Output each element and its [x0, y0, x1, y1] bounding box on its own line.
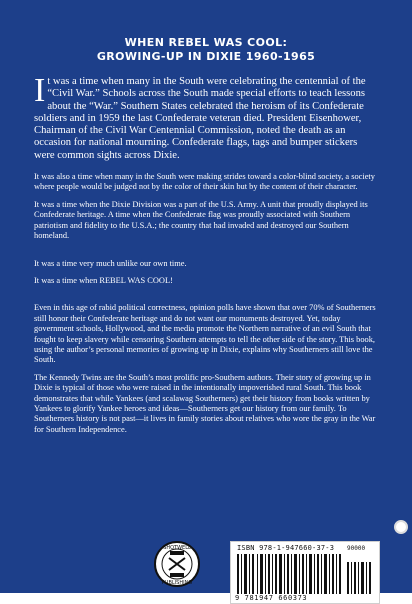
- paragraph-2: It was also a time when many in the South were making strides toward a color-blind society, a society where people would be judged not by the color of their skin but by the content of their character.: [34, 172, 375, 192]
- drop-cap: I: [34, 72, 46, 109]
- publisher-logo: [140, 539, 214, 589]
- page-edge-mark: [394, 520, 408, 534]
- isbn-barcode: [230, 541, 380, 604]
- cover-title: [34, 36, 378, 64]
- line-1: It was a time very much unlike our own time.: [34, 258, 187, 268]
- title-line-1: WHEN REBEL WAS COOL:: [124, 36, 288, 49]
- isbn-text: ISBN 978-1-947660-37-3: [237, 544, 335, 552]
- cover-text: [20, 20, 392, 593]
- paragraph-3: It was a time when the Dixie Division was a part of the U.S. Army. A unit that proudly displayed its Confederate heritage. A time when the Confederate flag was proudly associated with Southern patriotism and fidelity to the U.S.A.; the country that had invaded and destroyed our Southern homeland.: [34, 199, 368, 241]
- title-line-2: GROWING-UP IN DIXIE 1960-1965: [96, 50, 316, 63]
- barcode-bars: [237, 554, 343, 594]
- logo-icon: [140, 539, 214, 589]
- top-border: [0, 0, 412, 20]
- logo-top-text: SHOTWELL: [163, 545, 191, 551]
- ean-digits: 9 781947 660373: [235, 594, 308, 602]
- intro-text: t was a time when many in the South were celebrating the centennial of the “Civil War.” Schools across the South made special efforts to teach lessons about the “War.” Southern States celebrated the heroism of its Confederate soldiers and in 1959 the last Confederate veteran died. President Eisenhower, Chairman of the Civil War Centennial Commission, noted the death as an occasion for national mourning. Confederate flags, tags and bumper stickers were common sights across Dixie.: [34, 76, 366, 161]
- left-border: [0, 0, 20, 593]
- spacer: [34, 249, 378, 259]
- price-code: 90000: [347, 545, 366, 552]
- paragraph-5: The Kennedy Twins are the South’s most prolific pro-Southern authors. Their story of growing up in Dixie is typical of those who were raised in the intentionally impoverished rural South. This book demonstrates that while Yankees (and scalawag Southerners) get their history from books written by Yankees to glorify Yankee heroes and ideas—Southerners get our history from our family. To Southerners history is not past—it lives in family stories about relatives who wore the gray in the War for Southern Independence.: [34, 372, 376, 434]
- intro-paragraph: [34, 72, 378, 162]
- right-border: [392, 0, 412, 593]
- paragraph-4: Even in this age of rabid political correctness, opinion polls have shown that over 70% of Southerners still honor their Confederate heritage and do not want our monuments destroyed. Yet, today government schools, Hollywood, and the media promote the Northern narrative of an evil South that fought to keep slavery while censoring Southern attempts to tell the other side of the story. This book, using the author’s personal memories of growing up in Dixie, explains why Southerners still love the South.: [34, 303, 376, 365]
- price-bars: [347, 554, 375, 594]
- line-2: It was a time when REBEL WAS COOL!: [34, 275, 173, 285]
- spacer-2: [34, 293, 378, 303]
- logo-bottom-text: PUBLISHING: [161, 580, 193, 586]
